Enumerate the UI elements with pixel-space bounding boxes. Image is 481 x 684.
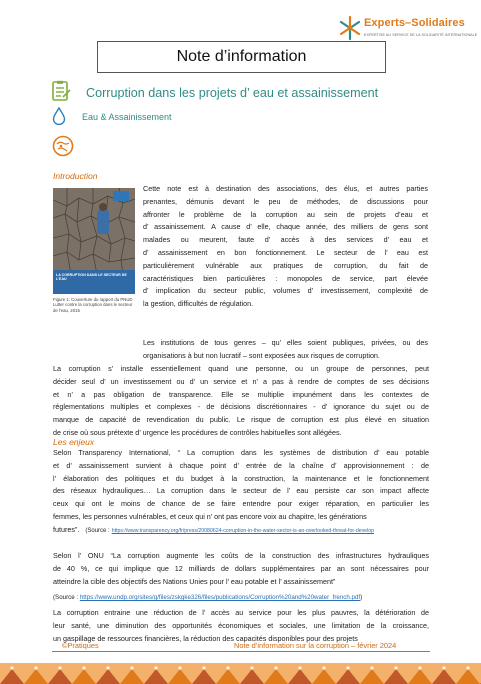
text-line: de 40 %, ce qui implique que 12 milliards de dollars supplémentaires par an sont nécessaires pour <box>53 563 429 573</box>
main-title: Corruption dans les projets d’ eau et assainissement <box>86 86 379 100</box>
text-line: Les institutions de tous genres – qu’ elles soient publiques, privées, ou des <box>143 338 428 347</box>
figure-caption: Figure 1: Couverture du rapport du PNUD Lutter contre la corruption dans le secteur de l'eau, 2015 <box>53 297 133 313</box>
source1-label: (Source : <box>85 528 110 534</box>
text-line: de crise où sous prétexte d’ urgence les procédures de contrôles habituelles sont allégées. <box>53 427 342 437</box>
source1-link[interactable]: https://www.transparency.org/fr/press/20080624-corruption-in-the-water-sector-is-an-overlooked-threat-for-develop <box>111 528 374 534</box>
band-dot <box>298 666 301 669</box>
consequences-paragraph <box>53 607 429 645</box>
text-line: leur santé, une diminution des opportunités économiques et sociales, une limitation de la croissance, <box>53 620 429 630</box>
band-dot <box>250 666 253 669</box>
enjeux-source-line <box>53 524 429 538</box>
text-line: d’ assainissement en bon fonctionnement. Le secteur de l’ eau est <box>143 247 428 257</box>
text-line: la gestion, difficultés de régulation. <box>143 299 254 309</box>
report-cover-image <box>53 188 135 294</box>
text-line: un gaspillage de ressources financières, la réduction des capacités disponibles pour des projets <box>53 633 358 643</box>
footer-copyright: ©Pratiques <box>62 641 99 650</box>
text-line: d’ assainissement. A cause d’ elle, chaque année, des milliers de gens sont <box>143 222 428 232</box>
water-drop-icon <box>52 107 66 125</box>
text-line: manque de capacité de revendication du public. Le risque de corruption est plus élevé en situation <box>53 415 429 425</box>
source2-end: ) <box>360 594 363 601</box>
checklist-icon <box>51 80 71 102</box>
decorative-bottom-band <box>0 663 481 684</box>
band-dot <box>370 666 373 669</box>
logo-tagline: EXPERTISE AU SERVICE DE LA SOLIDARITÉ INTERNATIONALE <box>364 33 478 37</box>
band-dot <box>466 666 469 669</box>
star-logo-icon <box>338 14 362 42</box>
cover-title: LA CORRUPTION DANS LE SECTEUR DE L'EAU <box>56 273 127 282</box>
band-dot <box>10 666 13 669</box>
text-line: et d’ assainissement survient à chaque point d’ entrée de la chaîne d’ approvisionnement : de <box>53 460 429 470</box>
band-dot <box>130 666 133 669</box>
text-line: et n’ a pas obligation de transparence. Elle se multiplie impunément dans les contextes de <box>53 389 429 399</box>
enjeux-paragraph-1 <box>53 447 429 524</box>
source2-link[interactable]: https://www.undp.org/sites/g/files/zskgke326/files/publications/Corruption%20and%20water_french.pdf <box>79 594 361 601</box>
text-line: prenantes, démunis devant le peu de méthodes, de discussions pour <box>143 196 428 206</box>
text-line: La corruption entraine une réduction de l’ accès au service pour les plus pauvres, la détérioration de <box>53 608 429 617</box>
text-line: particulièrement vulnérable aux pratiques de corruption, du fait de <box>143 260 428 270</box>
logo-name: Experts–Solidaires <box>364 17 465 29</box>
band-dot <box>226 666 229 669</box>
text-line: ceux qui ont le moins de chance de se faire entendre pour exiger réparation, en particulier les <box>53 499 429 509</box>
intro-paragraph-2 <box>53 363 429 440</box>
band-dot <box>82 666 85 669</box>
text-line: femmes, les personnes vulnérables, et ceux qui n’ ont pas encore voix au chapitre, les générations <box>53 511 367 521</box>
onu-paragraph <box>53 550 429 588</box>
text-line: Selon Transparency International, “ La corruption dans les systèmes de distribution d’ eau potable <box>53 448 429 457</box>
band-dot <box>274 666 277 669</box>
futures-text: futures”. <box>53 525 80 534</box>
band-dot <box>34 666 37 669</box>
band-dot <box>322 666 325 669</box>
text-line: affronter le problème de la corruption au sein de projets d’eau et <box>143 209 428 219</box>
band-dot <box>202 666 205 669</box>
text-line: réglementations multiples et complexes - de décisions discrétionnaires - d’ ignorance du sujet ou de <box>53 402 429 412</box>
band-dot <box>106 666 109 669</box>
band-dot <box>346 666 349 669</box>
text-line: La corruption s’ installe essentiellement quand une personne, ou un groupe de personnes, peut <box>53 364 429 373</box>
text-line: des réseaux hydrauliques… La corruption dans le secteur de l’ eau persiste car son impact affecte <box>53 486 429 496</box>
band-dot <box>178 666 181 669</box>
text-line: d’ implication du secteur public, volumes d’ investissement, complexité de <box>143 286 428 296</box>
band-dot <box>154 666 157 669</box>
text-line: l’ élaboration des politiques et du budget à la construction, la maintenance et le fonctionnement <box>53 473 429 483</box>
text-line: Cette note est à destination des associations, des élus, et autres parties <box>143 184 428 193</box>
globe-hand-icon <box>52 135 74 157</box>
source2-line <box>53 592 429 605</box>
enjeux-heading: Les enjeux <box>53 437 95 447</box>
intro-paragraph-1 <box>143 183 428 311</box>
text-line: Selon l’ ONU “La corruption augmente les coûts de la construction des infrastructures hydrauliques <box>53 551 429 560</box>
text-line: organisations à but non lucratif – sont exposées aux risques de corruption. <box>143 350 380 360</box>
intro-paragraph-2-start <box>143 337 428 363</box>
theme-label: Eau & Assainissement <box>82 112 172 122</box>
text-line: caractéristiques bien particulières : monopoles de service, part élevée <box>143 273 428 283</box>
footer-note: Note d’information sur la corruption – février 2024 <box>234 641 397 650</box>
introduction-heading: Introduction <box>53 171 98 181</box>
source2-label: (Source : <box>53 594 80 601</box>
footer-divider <box>52 651 430 652</box>
band-dot <box>394 666 397 669</box>
text-line: atteindre la cible des objectifs des Nations Unies pour l’ eau potable et l’ assainissement” <box>53 576 336 586</box>
band-dot <box>418 666 421 669</box>
band-dot <box>442 666 445 669</box>
band-dot <box>58 666 61 669</box>
text-line: malades ou meurent, faute d’ accès à des services d’ eau et <box>143 235 428 245</box>
note-title: Note d’information <box>97 41 386 73</box>
text-line: décider seul d’ un investissement ou d’ un service et n’ a pas à rendre de comptes de ses décisions <box>53 376 429 386</box>
